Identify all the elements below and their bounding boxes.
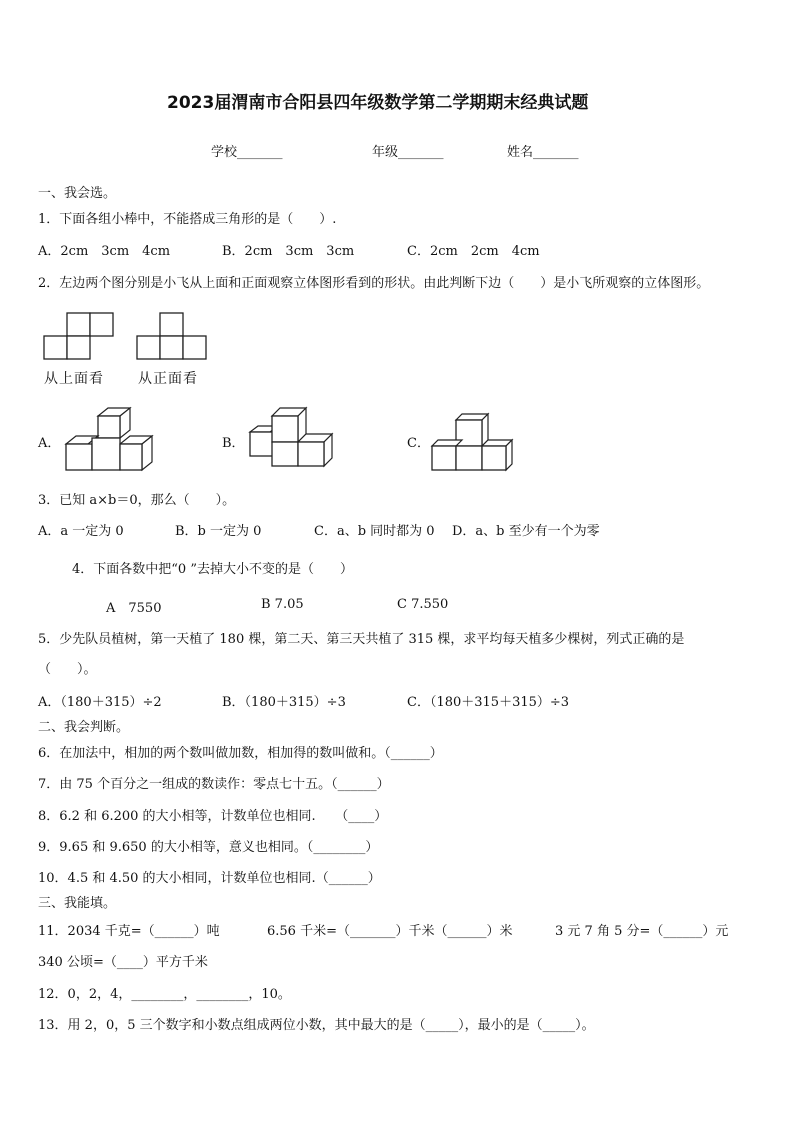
question-5-paren: （ ）。 <box>38 662 97 677</box>
top-view-figure <box>43 312 119 362</box>
name-field[interactable]: 姓名_______ <box>507 145 579 160</box>
question-8[interactable]: 8．6.2 和 6.200 的大小相等，计数单位也相同. （____） <box>38 809 388 824</box>
q2-option-b-solid[interactable] <box>248 406 344 476</box>
grade-field[interactable]: 年级_______ <box>372 145 444 160</box>
question-11-d[interactable]: 340 公顷=（____）平方千米 <box>38 955 208 970</box>
question-1: 1．下面各组小棒中，不能搭成三角形的是（ ）. <box>38 212 337 227</box>
q5-option-c[interactable]: C．（180＋315＋315）÷3 <box>407 695 570 710</box>
question-11-b[interactable]: 6.56 千米=（_______）千米（______）米 <box>267 924 513 939</box>
question-9[interactable]: 9．9.65 和 9.650 的大小相等，意义也相同。（________） <box>38 840 379 855</box>
q1-option-a[interactable]: A．2cm 3cm 4cm <box>38 244 171 259</box>
q2-option-a-solid[interactable] <box>64 406 160 476</box>
question-4: 4．下面各数中把“0 ”去掉大小不变的是（ ） <box>72 562 353 577</box>
q1-option-b[interactable]: B．2cm 3cm 3cm <box>222 244 355 259</box>
page-title: 2023届渭南市合阳县四年级数学第二学期期末经典试题 <box>167 93 589 113</box>
q2-option-c-solid[interactable] <box>430 410 520 476</box>
q5-option-a[interactable]: A．（180＋315）÷2 <box>38 695 162 710</box>
q3-option-c[interactable]: C．a、b 同时都为 0 <box>314 524 435 539</box>
q2-option-b[interactable]: B． <box>222 436 245 451</box>
q3-option-b[interactable]: B．b 一定为 0 <box>175 524 262 539</box>
question-5: 5．少先队员植树，第一天植了 180 棵，第二天、第三天共植了 315 棵，求平均每天植多少棵树，列式正确的是 <box>38 632 685 647</box>
front-view-figure <box>136 312 212 362</box>
q4-option-a[interactable]: A 7550 <box>106 601 162 616</box>
question-12[interactable]: 12．0，2，4，________，________，10。 <box>38 987 291 1002</box>
question-11-a[interactable]: 11．2034 千克=（______）吨 <box>38 924 220 939</box>
question-10[interactable]: 10．4.5 和 4.50 的大小相同，计数单位也相同.（______） <box>38 871 381 886</box>
question-2: 2．左边两个图分别是小飞从上面和正面观察立体图形看到的形状。由此判断下边（ ）是小飞所观察的立体图形。 <box>38 276 710 291</box>
section-heading-choose: 一、我会选。 <box>38 186 117 201</box>
question-13[interactable]: 13．用 2，0，5 三个数字和小数点组成两位小数，其中最大的是（_____），最小的是（_____）。 <box>38 1018 595 1033</box>
q1-option-c[interactable]: C．2cm 2cm 4cm <box>407 244 540 259</box>
school-field[interactable]: 学校_______ <box>211 145 283 160</box>
q3-option-d[interactable]: D．a、b 至少有一个为零 <box>452 524 600 539</box>
q5-option-b[interactable]: B．（180＋315）÷3 <box>222 695 346 710</box>
top-view-label: 从上面看 <box>44 371 104 387</box>
section-heading-judge: 二、我会判断。 <box>38 720 130 735</box>
front-view-label: 从正面看 <box>138 371 198 387</box>
q3-option-a[interactable]: A．a 一定为 0 <box>38 524 124 539</box>
q4-option-b[interactable]: B 7.05 <box>261 597 304 612</box>
question-11-c[interactable]: 3 元 7 角 5 分=（______）元 <box>555 924 729 939</box>
q2-option-c[interactable]: C． <box>407 436 430 451</box>
q4-option-c[interactable]: C 7.550 <box>397 597 449 612</box>
question-7[interactable]: 7．由 75 个百分之一组成的数读作：零点七十五。（______） <box>38 777 390 792</box>
section-heading-fill: 三、我能填。 <box>38 896 117 911</box>
q2-option-a[interactable]: A． <box>38 436 61 451</box>
question-3: 3．已知 a×b＝0，那么（ ）。 <box>38 493 236 508</box>
question-6[interactable]: 6．在加法中，相加的两个数叫做加数，相加得的数叫做和。（______） <box>38 746 443 761</box>
